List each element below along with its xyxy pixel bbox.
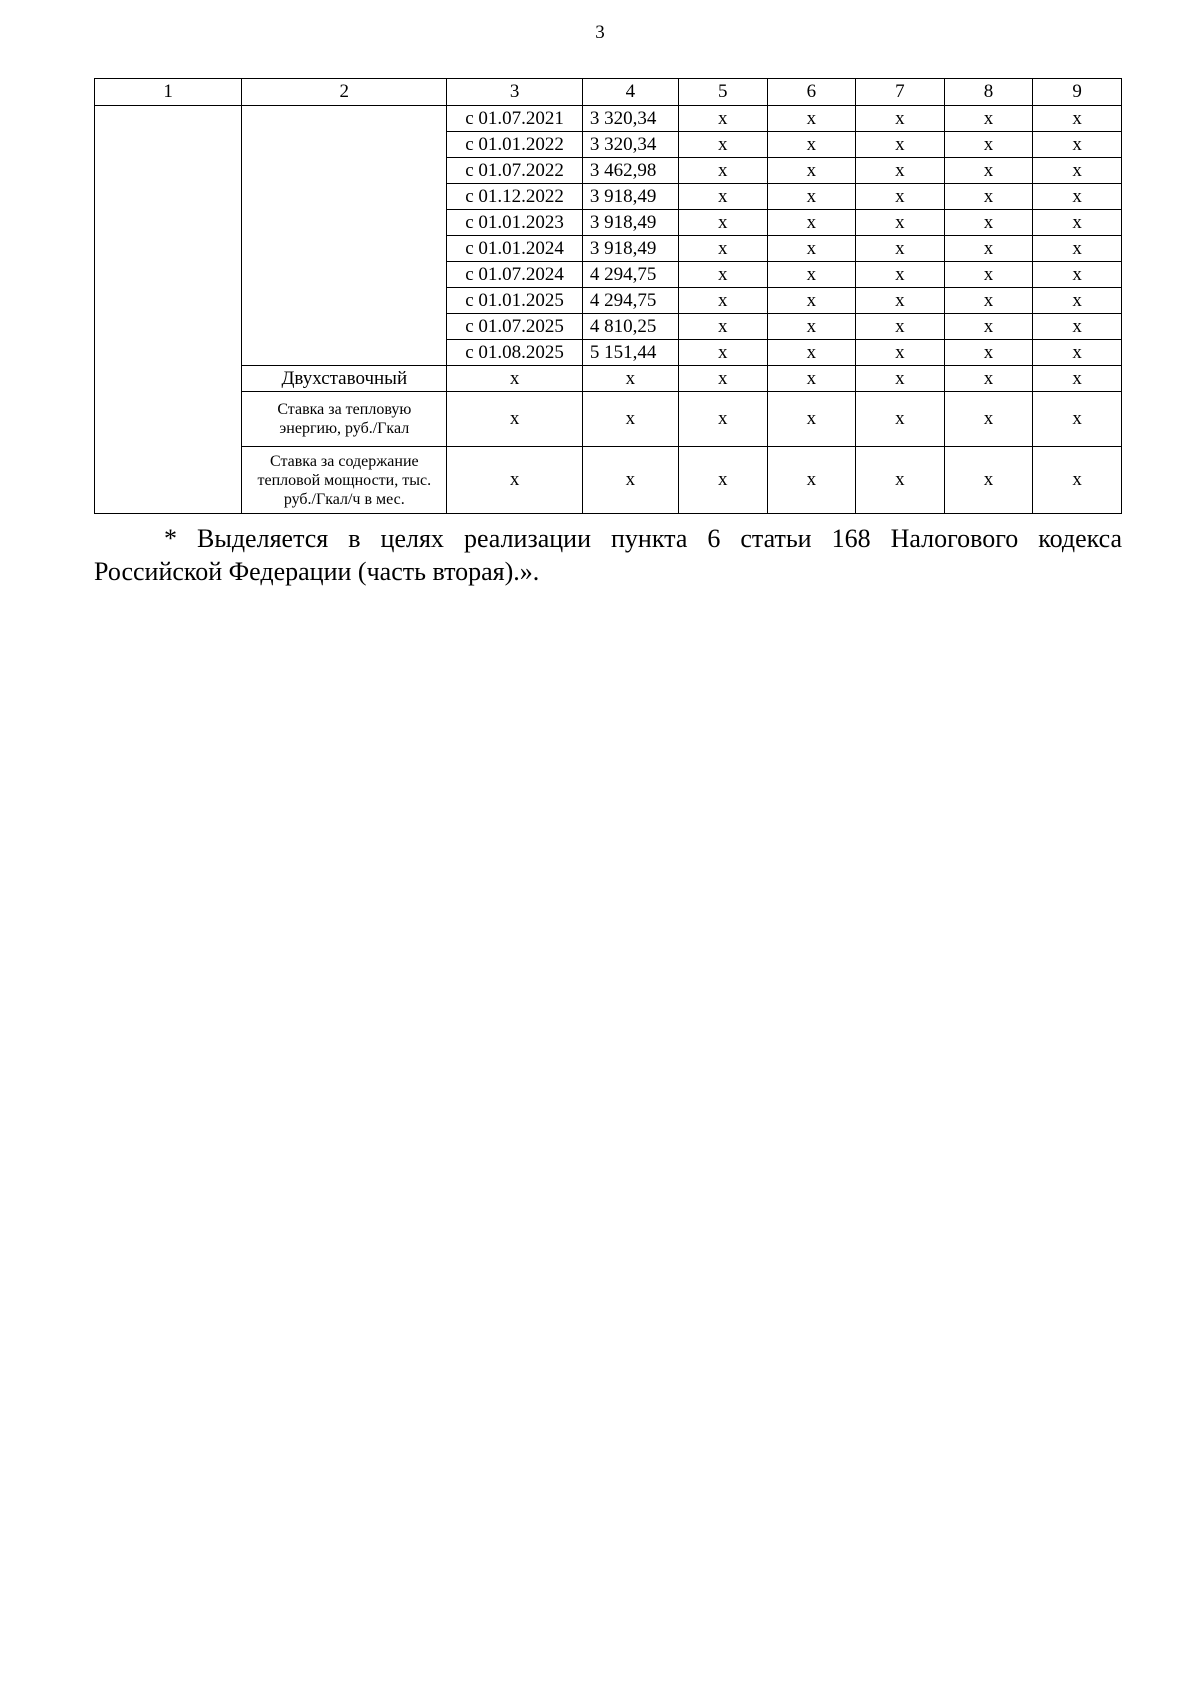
x-cell: х: [944, 262, 1033, 288]
x-cell: х: [856, 447, 945, 514]
x-cell: х: [856, 236, 945, 262]
x-cell: х: [582, 447, 678, 514]
x-cell: х: [767, 184, 856, 210]
row-label-cell: Ставка за тепловую энергию, руб./Гкал: [242, 392, 447, 447]
date-cell: с 01.07.2024: [447, 262, 583, 288]
x-cell: х: [856, 132, 945, 158]
x-cell: х: [1033, 236, 1122, 262]
x-cell: х: [944, 236, 1033, 262]
row-label-cell: Ставка за содержание тепловой мощности, тыс. руб./Гкал/ч в мес.: [242, 447, 447, 514]
date-cell: с 01.01.2025: [447, 288, 583, 314]
date-cell: с 01.01.2022: [447, 132, 583, 158]
x-cell: х: [678, 288, 767, 314]
x-cell: х: [944, 184, 1033, 210]
footnote-line-2: Российской Федерации (часть вторая).».: [94, 557, 540, 586]
x-cell: х: [767, 288, 856, 314]
x-cell: х: [447, 392, 583, 447]
x-cell: х: [1033, 106, 1122, 132]
value-cell: 3 918,49: [582, 210, 678, 236]
date-cell: с 01.07.2022: [447, 158, 583, 184]
x-cell: х: [856, 106, 945, 132]
x-cell: х: [1033, 366, 1122, 392]
value-cell: 5 151,44: [582, 340, 678, 366]
col1-merged-cell: [95, 106, 242, 514]
x-cell: х: [944, 392, 1033, 447]
x-cell: х: [856, 366, 945, 392]
header-cell: 8: [944, 79, 1033, 106]
x-cell: х: [856, 340, 945, 366]
x-cell: х: [678, 236, 767, 262]
x-cell: х: [944, 314, 1033, 340]
x-cell: х: [944, 210, 1033, 236]
date-cell: с 01.07.2025: [447, 314, 583, 340]
x-cell: х: [767, 340, 856, 366]
col2-merged-cell: [242, 106, 447, 366]
x-cell: х: [767, 132, 856, 158]
x-cell: х: [767, 314, 856, 340]
value-cell: 4 294,75: [582, 262, 678, 288]
header-cell: 9: [1033, 79, 1122, 106]
x-cell: х: [767, 106, 856, 132]
x-cell: х: [767, 392, 856, 447]
table-header-row: [95, 79, 1122, 106]
date-cell: с 01.01.2023: [447, 210, 583, 236]
value-cell: 3 462,98: [582, 158, 678, 184]
x-cell: х: [1033, 392, 1122, 447]
header-cell: 3: [447, 79, 583, 106]
header-cell: 5: [678, 79, 767, 106]
date-cell: с 01.12.2022: [447, 184, 583, 210]
page-number: 3: [595, 22, 605, 43]
x-cell: х: [944, 132, 1033, 158]
date-cell: с 01.01.2024: [447, 236, 583, 262]
x-cell: х: [767, 210, 856, 236]
x-cell: х: [944, 447, 1033, 514]
x-cell: х: [944, 288, 1033, 314]
x-cell: х: [1033, 314, 1122, 340]
x-cell: х: [856, 262, 945, 288]
value-cell: 3 320,34: [582, 106, 678, 132]
x-cell: х: [944, 158, 1033, 184]
x-cell: х: [1033, 158, 1122, 184]
tariff-table: [94, 78, 1122, 514]
x-cell: х: [678, 132, 767, 158]
x-cell: х: [856, 210, 945, 236]
x-cell: х: [1033, 132, 1122, 158]
x-cell: х: [678, 262, 767, 288]
x-cell: х: [767, 262, 856, 288]
x-cell: х: [678, 158, 767, 184]
x-cell: х: [944, 340, 1033, 366]
x-cell: х: [856, 288, 945, 314]
x-cell: х: [856, 184, 945, 210]
value-cell: 3 918,49: [582, 236, 678, 262]
x-cell: х: [856, 392, 945, 447]
x-cell: х: [767, 366, 856, 392]
header-cell: 6: [767, 79, 856, 106]
x-cell: х: [678, 447, 767, 514]
date-cell: с 01.07.2021: [447, 106, 583, 132]
x-cell: х: [944, 106, 1033, 132]
x-cell: х: [678, 314, 767, 340]
value-cell: 3 918,49: [582, 184, 678, 210]
header-cell: 1: [95, 79, 242, 106]
value-cell: 4 294,75: [582, 288, 678, 314]
x-cell: х: [1033, 184, 1122, 210]
x-cell: х: [447, 447, 583, 514]
header-cell: 2: [242, 79, 447, 106]
footnote-line-1: * Выделяется в целях реализации пункта 6 статьи 168 Налогового кодекса: [164, 524, 1122, 553]
x-cell: х: [1033, 262, 1122, 288]
x-cell: х: [1033, 340, 1122, 366]
x-cell: х: [1033, 447, 1122, 514]
x-cell: х: [582, 366, 678, 392]
table-row: [95, 392, 1122, 447]
x-cell: х: [678, 340, 767, 366]
x-cell: х: [1033, 288, 1122, 314]
x-cell: х: [767, 447, 856, 514]
date-cell: с 01.08.2025: [447, 340, 583, 366]
table-row: [95, 106, 1122, 132]
row-label-cell: Двухставочный: [242, 366, 447, 392]
x-cell: х: [678, 106, 767, 132]
x-cell: х: [856, 314, 945, 340]
header-cell: 7: [856, 79, 945, 106]
x-cell: х: [1033, 210, 1122, 236]
x-cell: х: [678, 392, 767, 447]
value-cell: 3 320,34: [582, 132, 678, 158]
header-cell: 4: [582, 79, 678, 106]
table-row: [95, 366, 1122, 392]
x-cell: х: [856, 158, 945, 184]
value-cell: 4 810,25: [582, 314, 678, 340]
x-cell: х: [678, 366, 767, 392]
x-cell: х: [767, 236, 856, 262]
x-cell: х: [447, 366, 583, 392]
table-row: [95, 447, 1122, 514]
footnote: [94, 522, 1122, 588]
x-cell: х: [582, 392, 678, 447]
x-cell: х: [678, 210, 767, 236]
x-cell: х: [767, 158, 856, 184]
x-cell: х: [678, 184, 767, 210]
x-cell: х: [944, 366, 1033, 392]
